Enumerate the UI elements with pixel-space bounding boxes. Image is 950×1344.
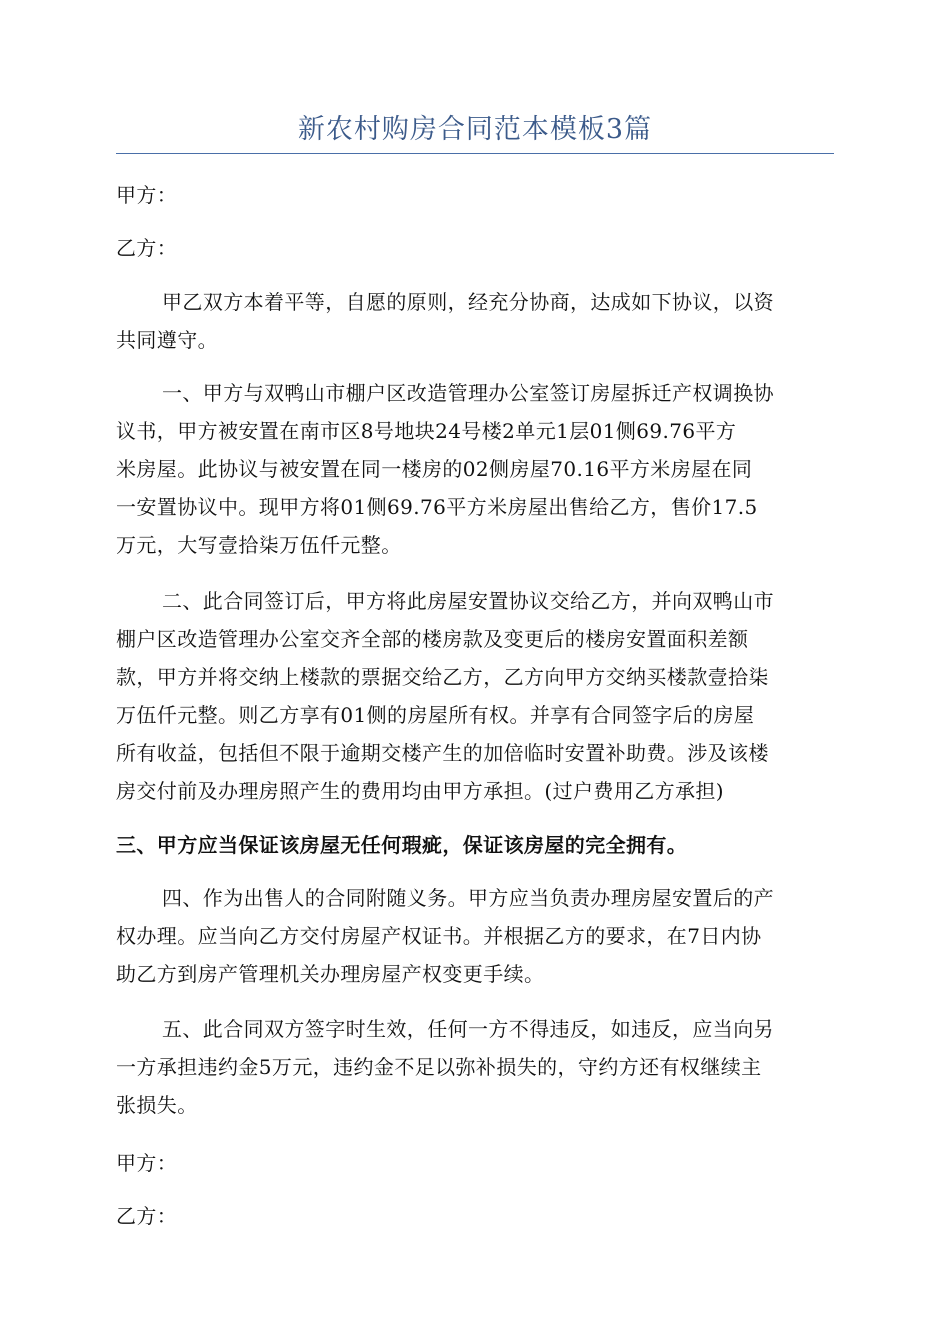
clause-2-line-3: 款，甲方并将交纳上楼款的票据交给乙方，乙方向甲方交纳买楼款壹拾柒 (116, 665, 769, 689)
party-b-label: 乙方： (116, 236, 178, 260)
intro-line-2: 共同遵守。 (116, 328, 218, 352)
document-title: 新农村购房合同范本模板3篇 (297, 114, 653, 145)
clause-4-line-1: 四、作为出售人的合同附随义务。甲方应当负责办理房屋安置后的产 (162, 886, 774, 910)
clause-5-line-3: 张损失。 (116, 1093, 198, 1117)
clause-2-line-2: 棚户区改造管理办公室交齐全部的楼房款及变更后的楼房安置面积差额 (116, 627, 749, 651)
clause-2-line-1: 二、此合同签订后，甲方将此房屋安置协议交给乙方，并向双鸭山市 (162, 589, 774, 613)
clause-1-line-5: 万元，大写壹拾柒万伍仟元整。 (116, 533, 402, 557)
title-underline (116, 153, 834, 154)
clause-2-line-4: 万伍仟元整。则乙方享有01侧的房屋所有权。并享有合同签字后的房屋 (116, 703, 755, 727)
clause-4-line-2: 权办理。应当向乙方交付房屋产权证书。并根据乙方的要求，在7日内协 (116, 924, 762, 948)
party-a-label: 甲方： (116, 183, 178, 207)
clause-5-line-1: 五、此合同双方签字时生效，任何一方不得违反，如违反，应当向另 (162, 1017, 774, 1041)
clause-3-bold: 三、甲方应当保证该房屋无任何瑕疵，保证该房屋的完全拥有。 (116, 833, 688, 857)
clause-4-line-3: 助乙方到房产管理机关办理房屋产权变更手续。 (116, 962, 545, 986)
clause-1-line-3: 米房屋。此协议与被安置在同一楼房的02侧房屋70.16平方米房屋在同 (116, 457, 753, 481)
clause-1-line-1: 一、甲方与双鸭山市棚户区改造管理办公室签订房屋拆迁产权调换协 (162, 381, 774, 405)
clause-1-line-4: 一安置协议中。现甲方将01侧69.76平方米房屋出售给乙方，售价17.5 (116, 495, 758, 519)
signature-party-b: 乙方： (116, 1204, 178, 1228)
signature-party-a: 甲方： (116, 1151, 178, 1175)
clause-2-line-6: 房交付前及办理房照产生的费用均由甲方承担。(过户费用乙方承担) (116, 779, 725, 803)
intro-line-1: 甲乙双方本着平等，自愿的原则，经充分协商，达成如下协议，以资 (162, 290, 774, 314)
clause-2-line-5: 所有收益，包括但不限于逾期交楼产生的加倍临时安置补助费。涉及该楼 (116, 741, 769, 765)
clause-5-line-2: 一方承担违约金5万元，违约金不足以弥补损失的，守约方还有权继续主 (116, 1055, 762, 1079)
clause-1-line-2: 议书，甲方被安置在南市区8号地块24号楼2单元1层01侧69.76平方 (116, 419, 737, 443)
